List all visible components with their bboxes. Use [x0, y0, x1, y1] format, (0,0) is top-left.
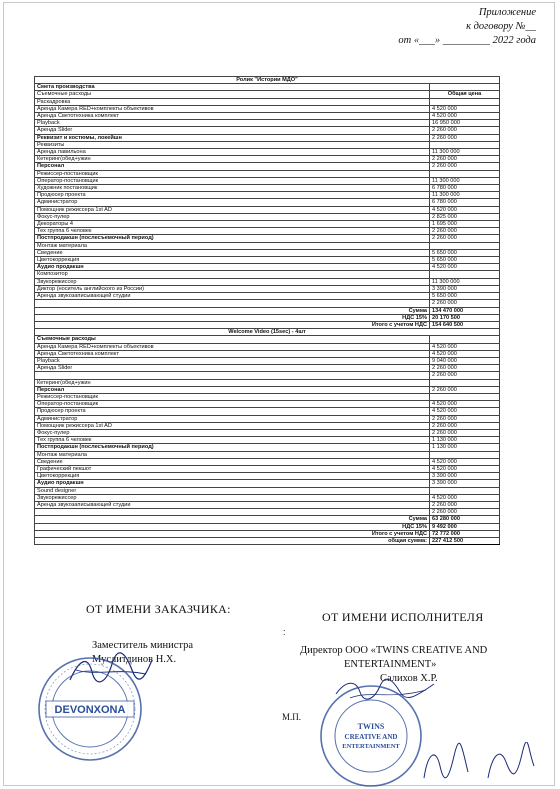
item-name-cell: Помощник режиссера 1st AD	[35, 422, 430, 429]
appendix-header	[398, 6, 536, 48]
table-row	[35, 192, 500, 199]
item-name-cell: общая сумма:	[35, 538, 430, 545]
item-price-cell	[430, 451, 500, 458]
item-price-cell	[430, 242, 500, 249]
item-name-cell: Аренда павильона	[35, 149, 430, 156]
item-name-cell: НДС 15%	[35, 523, 430, 530]
item-price-cell: 2 260 000	[430, 134, 500, 141]
item-name-cell: Кетеринг(обед+ужин	[35, 379, 430, 386]
item-price-cell	[430, 271, 500, 278]
item-price-cell: 154 640 500	[430, 321, 500, 328]
table-row	[35, 149, 500, 156]
table-row	[35, 156, 500, 163]
item-name-cell: Аренда Светотехника комплект	[35, 113, 430, 120]
item-price-cell: 2 260 000	[430, 386, 500, 393]
item-price-cell: 5 650 000	[430, 249, 500, 256]
item-name-cell	[35, 509, 430, 516]
item-price-cell: 134 470 000	[430, 307, 500, 314]
table-row	[35, 343, 500, 350]
table-row	[35, 480, 500, 487]
table-row	[35, 293, 500, 300]
item-price-cell: 2 260 000	[430, 429, 500, 436]
item-name-cell: Смета производства	[35, 84, 430, 91]
item-price-cell: 2 260 000	[430, 365, 500, 372]
item-price-cell: 1 695 000	[430, 221, 500, 228]
item-name-cell: Фокус-пулер	[35, 213, 430, 220]
item-name-cell: Аренда Светотехника комплект	[35, 350, 430, 357]
item-name-cell: Sound designer	[35, 487, 430, 494]
contractor-stamp-line3: ENTERTAINMENT	[342, 743, 400, 750]
item-name-cell: Playback	[35, 357, 430, 364]
item-price-cell	[430, 170, 500, 177]
item-name-cell	[35, 300, 430, 307]
customer-position: Заместитель министра	[92, 640, 194, 651]
separator-colon: :	[283, 627, 286, 637]
table-row	[35, 91, 500, 98]
item-name-cell: Цветокоррекция	[35, 473, 430, 480]
item-name-cell: Аренда звукозаписывающей студии	[35, 293, 430, 300]
section-title-cell: Welcome Video (15sec) - 4шт	[35, 329, 500, 336]
item-name-cell: Тех группа 6 человек	[35, 228, 430, 235]
item-name-cell: Администратор	[35, 199, 430, 206]
item-price-cell: 4 520 000	[430, 458, 500, 465]
table-row	[35, 350, 500, 357]
item-price-cell: 2 260 000	[430, 509, 500, 516]
table-row	[35, 141, 500, 148]
item-name-cell: Диктор (носитель английского из России)	[35, 285, 430, 292]
table-row	[35, 523, 500, 530]
table-row	[35, 494, 500, 501]
item-name-cell: Фокус-пулер	[35, 429, 430, 436]
table-row	[35, 372, 500, 379]
item-name-cell: Звукорежиссер	[35, 494, 430, 501]
table-row	[35, 444, 500, 451]
item-name-cell: Оператор-постановщик	[35, 401, 430, 408]
item-price-cell: 11 300 000	[430, 278, 500, 285]
item-name-cell: Съемочные расходы	[35, 91, 430, 98]
table-row	[35, 163, 500, 170]
item-price-cell: 1 130 000	[430, 437, 500, 444]
item-price-cell: 2 260 000	[430, 415, 500, 422]
contractor-stamp-line1: TWINS	[357, 722, 385, 731]
table-row	[35, 365, 500, 372]
item-name-cell: Кетеринг(обед+ужин	[35, 156, 430, 163]
item-price-cell: 4 520 000	[430, 494, 500, 501]
item-price-cell: 2 260 000	[430, 163, 500, 170]
table-row	[35, 501, 500, 508]
table-row	[35, 278, 500, 285]
item-name-cell: Продюсер проекта	[35, 408, 430, 415]
item-name-cell: Режиссер-постановщик	[35, 393, 430, 400]
item-name-cell: Реквизит и костюмы, локейшн	[35, 134, 430, 141]
item-price-cell: 4 520 000	[430, 206, 500, 213]
item-price-cell: Общая цена	[430, 91, 500, 98]
table-row	[35, 264, 500, 271]
table-row	[35, 170, 500, 177]
item-price-cell: 4 520 000	[430, 264, 500, 271]
item-price-cell: 3 390 000	[430, 480, 500, 487]
item-name-cell: Продюсер проекта	[35, 192, 430, 199]
table-row	[35, 451, 500, 458]
item-name-cell: Постпродакшн (послесъемочный период)	[35, 444, 430, 451]
item-name-cell: Аренда Камера RED+комплекты объективов	[35, 343, 430, 350]
item-name-cell: Цветокоррекция	[35, 257, 430, 264]
table-row	[35, 465, 500, 472]
item-price-cell: 2 260 000	[430, 501, 500, 508]
appendix-contract-date: от «___» _________ 2022 года	[398, 35, 536, 46]
table-row	[35, 113, 500, 120]
customer-name: Муслитдинов Н.Х.	[92, 654, 177, 665]
page-initials	[418, 742, 538, 786]
item-price-cell: 4 520 000	[430, 465, 500, 472]
item-price-cell	[430, 141, 500, 148]
item-price-cell	[430, 84, 500, 91]
item-price-cell: 16 950 000	[430, 120, 500, 127]
item-name-cell: НДС 15%	[35, 314, 430, 321]
item-name-cell: Аренда Slider	[35, 365, 430, 372]
item-price-cell: 11 300 000	[430, 149, 500, 156]
item-name-cell: Съемочные расходы	[35, 336, 430, 343]
item-name-cell: Аудио продакшн	[35, 264, 430, 271]
item-name-cell: Аренда Slider	[35, 127, 430, 134]
item-name-cell: Итого с учетом НДС	[35, 530, 430, 537]
item-price-cell: 2 260 000	[430, 300, 500, 307]
item-price-cell: 4 520 000	[430, 408, 500, 415]
item-price-cell: 9 040 000	[430, 357, 500, 364]
table-row	[35, 509, 500, 516]
table-row	[35, 538, 500, 545]
table-row	[35, 321, 500, 328]
table-row	[35, 314, 500, 321]
contractor-position-line2: ENTERTAINMENT»	[344, 659, 437, 670]
customer-heading: ОТ ИМЕНИ ЗАКАЗЧИКА:	[86, 602, 231, 616]
table-row	[35, 271, 500, 278]
table-row	[35, 329, 500, 336]
item-price-cell	[430, 98, 500, 105]
item-price-cell	[430, 487, 500, 494]
item-price-cell: 2 825 000	[430, 213, 500, 220]
customer-stamp	[36, 655, 144, 763]
table-row	[35, 307, 500, 314]
contractor-position-line1: Директор ООО «TWINS CREATIVE AND	[300, 645, 488, 656]
item-price-cell: 2 260 000	[430, 156, 500, 163]
table-row	[35, 379, 500, 386]
table-row	[35, 105, 500, 112]
item-name-cell: Тех группа 6 человек	[35, 437, 430, 444]
table-row	[35, 221, 500, 228]
item-price-cell: 4 520 000	[430, 401, 500, 408]
table-row	[35, 285, 500, 292]
item-price-cell: 4 520 000	[430, 113, 500, 120]
item-name-cell: Персонал	[35, 386, 430, 393]
item-name-cell: Раскадровка	[35, 98, 430, 105]
item-price-cell	[430, 379, 500, 386]
contractor-name: Салихов Х.Р.	[380, 673, 438, 684]
item-price-cell: 6 780 000	[430, 185, 500, 192]
item-price-cell: 227 412 500	[430, 538, 500, 545]
table-row	[35, 228, 500, 235]
customer-stamp-text: DEVONXONA	[54, 704, 126, 716]
contractor-stamp	[318, 683, 424, 789]
table-row	[35, 516, 500, 523]
table-row	[35, 98, 500, 105]
item-price-cell: 4 520 000	[430, 350, 500, 357]
table-row	[35, 357, 500, 364]
item-name-cell: Композитор	[35, 271, 430, 278]
item-name-cell: Помощник режиссера 1st AD	[35, 206, 430, 213]
table-row	[35, 134, 500, 141]
seal-place-label: М.П.	[282, 712, 302, 722]
table-row	[35, 336, 500, 343]
table-row	[35, 257, 500, 264]
item-price-cell	[430, 336, 500, 343]
table-row	[35, 235, 500, 242]
item-price-cell: 9 492 000	[430, 523, 500, 530]
table-row	[35, 120, 500, 127]
item-name-cell: Аудио продакшн	[35, 480, 430, 487]
item-name-cell: Итого с учетом НДС	[35, 321, 430, 328]
item-price-cell: 2 260 000	[430, 235, 500, 242]
item-name-cell: Оператор-постановщик	[35, 177, 430, 184]
item-name-cell: Сведение	[35, 458, 430, 465]
table-row	[35, 437, 500, 444]
table-row	[35, 487, 500, 494]
item-name-cell: Звукорежиссер	[35, 278, 430, 285]
contractor-stamp-line2: CREATIVE AND	[344, 733, 398, 741]
item-price-cell: 1 130 000	[430, 444, 500, 451]
item-price-cell: 11 300 000	[430, 177, 500, 184]
item-name-cell: Графический пекшот	[35, 465, 430, 472]
item-name-cell: Сумма	[35, 307, 430, 314]
table-row	[35, 422, 500, 429]
item-name-cell: Режиссер-постановщик	[35, 170, 430, 177]
item-price-cell: 63 280 000	[430, 516, 500, 523]
appendix-title: Приложение	[478, 7, 536, 18]
table-row	[35, 473, 500, 480]
item-name-cell: Постпродакшн (послесъемочный период)	[35, 235, 430, 242]
item-name-cell: Сведение	[35, 249, 430, 256]
table-row	[35, 415, 500, 422]
item-price-cell: 2 260 000	[430, 422, 500, 429]
table-row	[35, 393, 500, 400]
item-price-cell: 5 650 000	[430, 257, 500, 264]
item-price-cell	[430, 393, 500, 400]
table-row	[35, 458, 500, 465]
contractor-heading: ОТ ИМЕНИ ИСПОЛНИТЕЛЯ	[322, 610, 484, 624]
table-row	[35, 199, 500, 206]
estimate-table	[34, 76, 500, 545]
item-name-cell	[35, 372, 430, 379]
table-row	[35, 84, 500, 91]
table-row	[35, 408, 500, 415]
table-row	[35, 401, 500, 408]
item-name-cell: Playback	[35, 120, 430, 127]
item-name-cell: Сумма	[35, 516, 430, 523]
item-price-cell: 72 772 000	[430, 530, 500, 537]
item-price-cell: 2 260 000	[430, 228, 500, 235]
table-row	[35, 185, 500, 192]
item-price-cell: 4 520 000	[430, 105, 500, 112]
item-price-cell: 20 170 500	[430, 314, 500, 321]
item-name-cell: Художник постановщик	[35, 185, 430, 192]
appendix-contract-ref: к договору №__	[466, 21, 536, 32]
item-name-cell: Аренда звукозаписывающей студии	[35, 501, 430, 508]
table-row	[35, 300, 500, 307]
item-price-cell: 2 260 000	[430, 372, 500, 379]
item-price-cell: 3 390 000	[430, 473, 500, 480]
table-row	[35, 530, 500, 537]
item-price-cell: 11 300 000	[430, 192, 500, 199]
item-name-cell: Персонал	[35, 163, 430, 170]
item-name-cell: Монтаж материала	[35, 451, 430, 458]
table-row	[35, 242, 500, 249]
item-price-cell: 4 520 000	[430, 343, 500, 350]
table-row	[35, 177, 500, 184]
table-row	[35, 429, 500, 436]
item-name-cell: Монтаж материала	[35, 242, 430, 249]
item-price-cell: 3 390 000	[430, 285, 500, 292]
table-row	[35, 213, 500, 220]
table-row	[35, 386, 500, 393]
item-price-cell: 2 260 000	[430, 127, 500, 134]
item-price-cell: 5 650 000	[430, 293, 500, 300]
item-price-cell: 6 780 000	[430, 199, 500, 206]
table-row	[35, 77, 500, 84]
table-row	[35, 249, 500, 256]
section-title-cell: Ролик "Истории МДО"	[35, 77, 500, 84]
table-row	[35, 206, 500, 213]
item-name-cell: Администратор	[35, 415, 430, 422]
item-name-cell: Декораторы 4	[35, 221, 430, 228]
table-row	[35, 127, 500, 134]
item-name-cell: Аренда Камера RED+комплекты объективов	[35, 105, 430, 112]
item-name-cell: Реквизиты	[35, 141, 430, 148]
